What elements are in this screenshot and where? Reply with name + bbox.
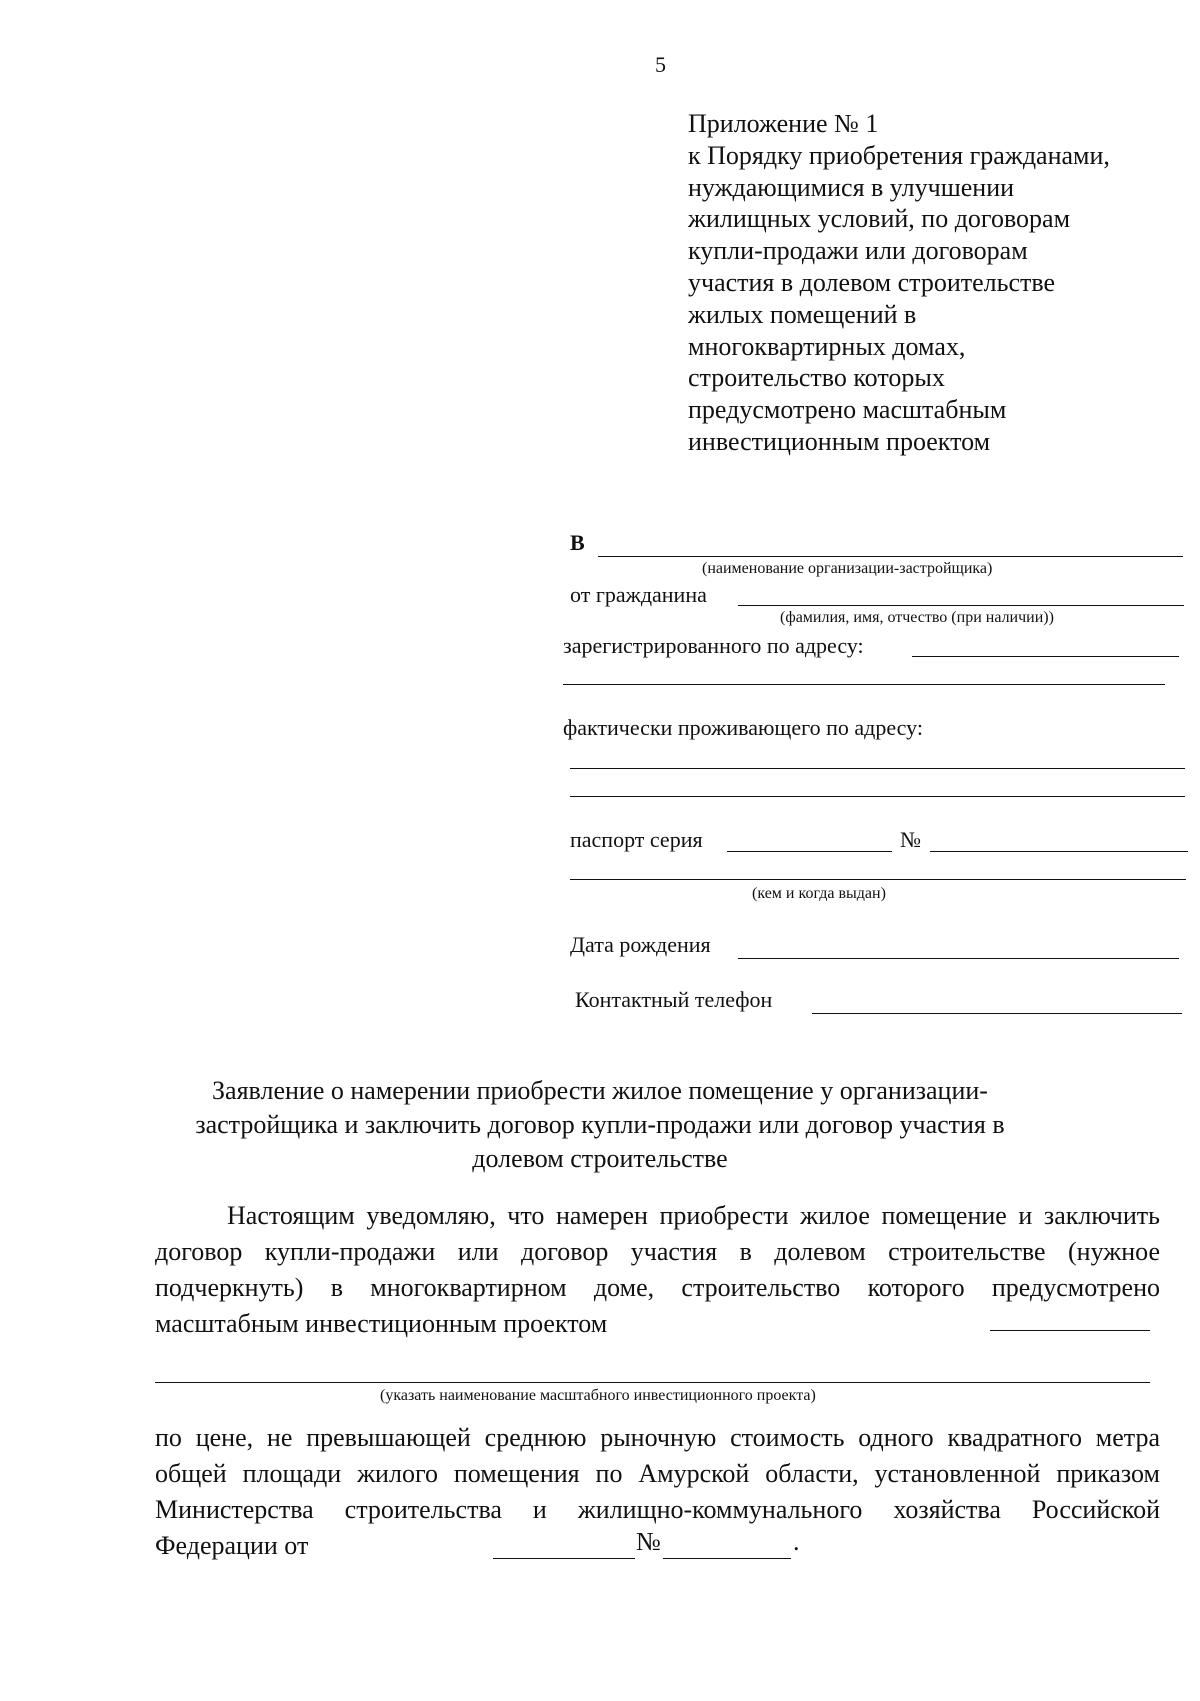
appendix-line: строительство которых (688, 363, 945, 393)
statement-paragraph-2-text: по цене, не превышающей среднюю рыночную стоимость одного квадратного метра общей площади жилого помещения по Амурской области, установленной приказом Министерства строительства и жилищно-коммунального хозяйства Российской Федерации от (155, 1423, 1160, 1560)
order-date-field[interactable] (493, 1558, 635, 1559)
page-number: 5 (655, 52, 666, 77)
closing-period: . (793, 1527, 800, 1556)
citizen-name-caption: (фамилия, имя, отчество (при наличии)) (780, 609, 1054, 626)
statement-title-line: долевом строительстве (472, 1144, 728, 1173)
appendix-line: предусмотрено масштабным (688, 395, 1007, 425)
appendix-line: участия в долевом строительстве (688, 267, 1056, 297)
actual-address-field[interactable] (570, 768, 1185, 769)
organization-caption: (наименование организации-застройщика) (702, 560, 993, 577)
statement-title (140, 1074, 1060, 1176)
appendix-line: инвестиционным проектом (688, 426, 991, 456)
phone-field[interactable] (812, 1013, 1182, 1014)
appendix-line: Приложение № 1 (688, 109, 879, 138)
passport-series-label: паспорт серия (570, 827, 703, 852)
order-number-field[interactable] (663, 1558, 791, 1559)
registered-address-label: зарегистрированного по адресу: (563, 633, 864, 658)
project-name-field-line2[interactable] (155, 1382, 1150, 1383)
appendix-line: к Порядку приобретения гражданами, (688, 140, 1110, 170)
statement-paragraph-1-text: Настоящим уведомляю, что намерен приобрести жилое помещение и заключить договор купли-продажи или договор участия в долевом строительстве (нужное подчеркнуть) в многоквартирном доме, строительство которого предусмотрено масштабным инвестиционным проектом (155, 1201, 1160, 1338)
passport-series-field[interactable] (727, 851, 892, 852)
appendix-line: многоквартирных домах, (688, 331, 966, 361)
project-caption: (указать наименование масштабного инвестиционного проекта) (380, 1387, 816, 1404)
birth-date-field[interactable] (738, 958, 1179, 959)
project-name-field[interactable] (990, 1330, 1150, 1331)
from-citizen-label: от гражданина (570, 582, 707, 607)
to-label: В (570, 530, 585, 555)
passport-issued-caption: (кем и когда выдан) (752, 885, 886, 902)
statement-paragraph-1 (155, 1198, 1160, 1342)
citizen-name-field[interactable] (738, 605, 1184, 606)
actual-address-label: фактически проживающего по адресу: (563, 715, 923, 740)
organization-name-field[interactable] (598, 556, 1183, 557)
appendix-line: купли-продажи или договорам (688, 236, 1028, 266)
registered-address-field-line2[interactable] (563, 684, 1165, 685)
birth-date-label: Дата рождения (570, 932, 711, 957)
statement-title-line: застройщика и заключить договор купли-продажи или договор участия в (195, 1110, 1005, 1139)
phone-label: Контактный телефон (575, 987, 773, 1012)
passport-number-field[interactable] (930, 851, 1188, 852)
appendix-line: жилых помещений в (688, 299, 917, 329)
appendix-header (688, 108, 1168, 458)
appendix-line: жилищных условий, по договорам (688, 204, 1071, 234)
appendix-line: нуждающимися в улучшении (688, 172, 1015, 202)
passport-issued-field[interactable] (570, 879, 1186, 880)
passport-number-label: № (900, 827, 921, 852)
registered-address-field[interactable] (912, 656, 1179, 657)
order-number-sign: № (636, 1527, 661, 1556)
statement-title-line: Заявление о намерении приобрести жилое помещение у организации- (212, 1076, 988, 1105)
actual-address-field-line2[interactable] (570, 796, 1185, 797)
